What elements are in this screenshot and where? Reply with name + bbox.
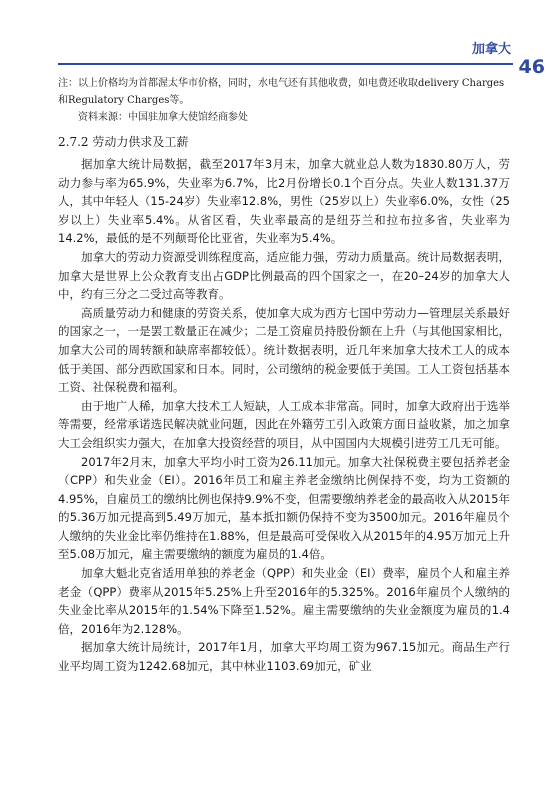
paragraph-unemployment: 据加拿大统计局数据，截至2017年3月末，加拿大就业总人数为1830.80万人，劳动力参与率为65.9%，失业率为6.7%，比2月份增长0.1个百分点。失业人数131.37万人，其中年轻人（15-24岁）失业率12.8%，男性（25岁以上）失业率6.0%，女性（25岁以上）失业率5.4%。从省区看，失业率最高的是纽芬兰和拉布拉多省，失业率为14.2%，最低的是不列颠哥伦比亚省，失业率为5.4%。 — [58, 157, 510, 246]
paragraph-quebec: 加拿大魁北克省适用单独的养老金（QPP）和失业金（EI）费率，雇员个人和雇主养老金（QPP）费率从2015年5.25%上升至2016年的5.325%。2016年雇员个人缴纳的失业金比率从2015年的1.54%下降至1.52%。雇主需要缴纳的失业金额度为雇员的1.4倍，2016年为2.128%。 — [58, 566, 510, 636]
paragraph-weekly-wage: 据加拿大统计局统计，2017年1月，加拿大平均周工资为967.15加元。商品生产行业平均周工资为1242.68加元，其中林业1103.69加元，矿业 — [58, 640, 510, 674]
header-rule — [58, 63, 513, 65]
paragraph-labor-shortage: 由于地广人稀，加拿大技术工人短缺，人工成本非常高。同时，加拿大政府出于选举等需要，经常承诺选民解决就业问题，因此在外籍劳工引入政策方面日益收紧，加之加拿大工会组织实力强大，在加拿大投资经营的项目，从中国国内大规模引进劳工几无可能。 — [58, 398, 510, 450]
price-note: 注：以上价格均为首都渥太华市价格，同时，水电气还有其他收费，如电费还收取delivery Charges和Regulatory Charges等。 — [58, 78, 505, 106]
section-heading: 2.7.2 劳动力供求及工薪 — [58, 135, 189, 149]
page-number: 46 — [518, 56, 545, 78]
source-note: 资料来源：中国驻加拿大使馆经商参处 — [78, 112, 248, 123]
paragraph-education: 加拿大的劳动力资源受训练程度高，适应能力强，劳动力质量高。统计局数据表明，加拿大是世界上公众教育支出占GDP比例最高的四个国家之一，在20–24岁的加拿大人中，约有三分之二受过高等教育。 — [58, 249, 510, 302]
paragraph-labor-relations: 高质量劳动力和健康的劳资关系，使加拿大成为西方七国中劳动力—管理层关系最好的国家之一，一是罢工数量正在减少；二是工资雇员持股份额在上升（与其他国家相比，加拿大公司的周转额和缺席率都较低）。统计数据表明，近几年来加拿大技术工人的成本低于美国、部分西欧国家和日本。同时，公司缴纳的税金要低于美国。工人工资包括基本工资、社保税费和福利。 — [58, 305, 510, 395]
page-content — [58, 75, 510, 676]
paragraph-social-insurance: 2017年2月末，加拿大平均小时工资为26.11加元。加拿大社保税费主要包括养老金（CPP）和失业金（EI）。2016年员工和雇主养老金缴纳比例保持不变，均为工资额的4.95%，自雇员工的缴纳比例也保持9.9%不变，但需要缴纳养老金的最高收入从2015年的5.36万加元提高到5.49万加元，基本抵扣额仍保持不变为3500加元。2016年雇员个人缴纳的失业金比率仍维持在1.88%，但是最高可受保收入从2015年的4.95万加元上升至5.08万加元，雇主需要缴纳的额度为雇员的1.4倍。 — [58, 454, 510, 562]
header-title: 加拿大 — [471, 42, 511, 57]
